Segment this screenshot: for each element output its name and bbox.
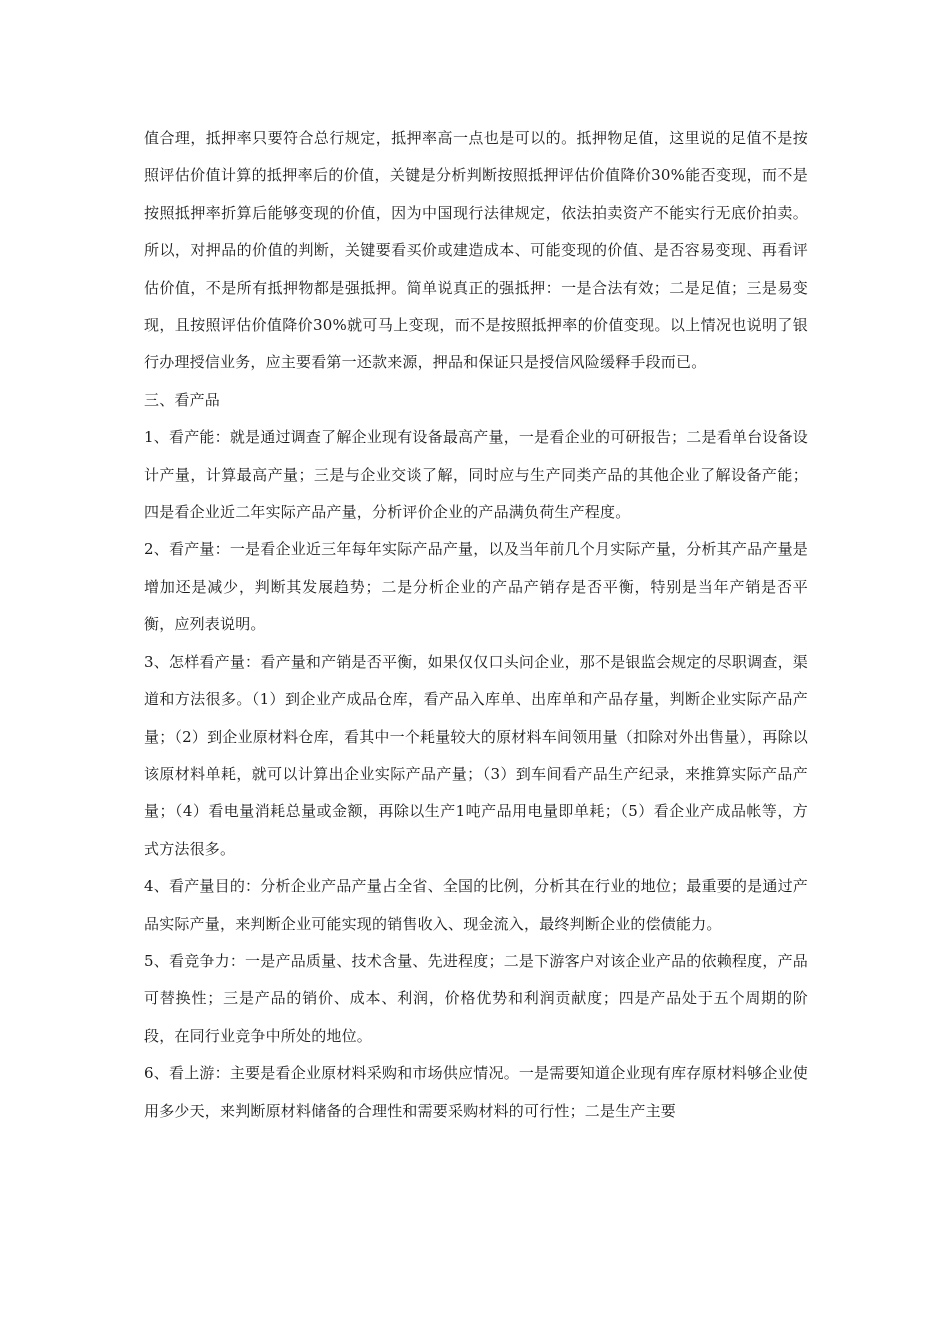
paragraph-output-purpose: 4、看产量目的：分析企业产品产量占全省、全国的比例，分析其在行业的地位；最重要的是通过产品实际产量，来判断企业可能实现的销售收入、现金流入，最终判断企业的偿债能力。: [144, 877, 808, 933]
section-heading-products: 三、看产品: [144, 390, 221, 409]
paragraph-collateral: 值合理，抵押率只要符合总行规定，抵押率高一点也是可以的。抵押物足值，这里说的足值不是按照评估价值计算的抵押率后的价值，关键是分析判断按照抵押评估价值降价30%能否变现，而不是按照抵押率折算后能够变现的价值，因为中国现行法律规定，依法拍卖资产不能实行无底价拍卖。所以，对押品的价值的判断，关键要看买价或建造成本、可能变现的价值、是否容易变现、再看评估价值，不是所有抵押物都是强抵押。简单说真正的强抵押：一是合法有效；二是足值；三是易变现，且按照评估价值降价30%就可马上变现，而不是按照抵押率的价值变现。以上情况也说明了银行办理授信业务，应主要看第一还款来源，押品和保证只是授信风险缓释手段而已。: [144, 129, 808, 372]
paragraph-competitiveness: 5、看竞争力：一是产品质量、技术含量、先进程度；二是下游客户对该企业产品的依赖程度，产品可替换性；三是产品的销价、成本、利润，价格优势和利润贡献度；四是产品处于五个周期的阶段，在同行业竞争中所处的地位。: [144, 951, 808, 1045]
document-body: [144, 120, 808, 1130]
paragraph-output: 2、看产量：一是看企业近三年每年实际产品产量，以及当年前几个月实际产量，分析其产品产量是增加还是减少，判断其发展趋势；二是分析企业的产品产销存是否平衡，特别是当年产销是否平衡，应列表说明。: [144, 540, 808, 634]
paragraph-upstream: 6、看上游：主要是看企业原材料采购和市场供应情况。一是需要知道企业现有库存原材料够企业使用多少天，来判断原材料储备的合理性和需要采购材料的可行性；二是生产主要: [144, 1064, 808, 1120]
paragraph-capacity: 1、看产能：就是通过调查了解企业现有设备最高产量，一是看企业的可研报告；二是看单台设备设计产量，计算最高产量；三是与企业交谈了解，同时应与生产同类产品的其他企业了解设备产能；四是看企业近二年实际产品产量，分析评价企业的产品满负荷生产程度。: [144, 428, 808, 522]
paragraph-how-to-check-output: 3、怎样看产量：看产量和产销是否平衡，如果仅仅口头问企业，那不是银监会规定的尽职调查，渠道和方法很多。（1）到企业产成品仓库，看产品入库单、出库单和产品存量，判断企业实际产品产量；（2）到企业原材料仓库，看其中一个耗量较大的原材料车间领用量（扣除对外出售量），再除以该原材料单耗，就可以计算出企业实际产品产量；（3）到车间看产品生产纪录，来推算实际产品产量；（4）看电量消耗总量或金额，再除以生产1吨产品用电量即单耗；（5）看企业产成品帐等，方式方法很多。: [144, 652, 808, 858]
